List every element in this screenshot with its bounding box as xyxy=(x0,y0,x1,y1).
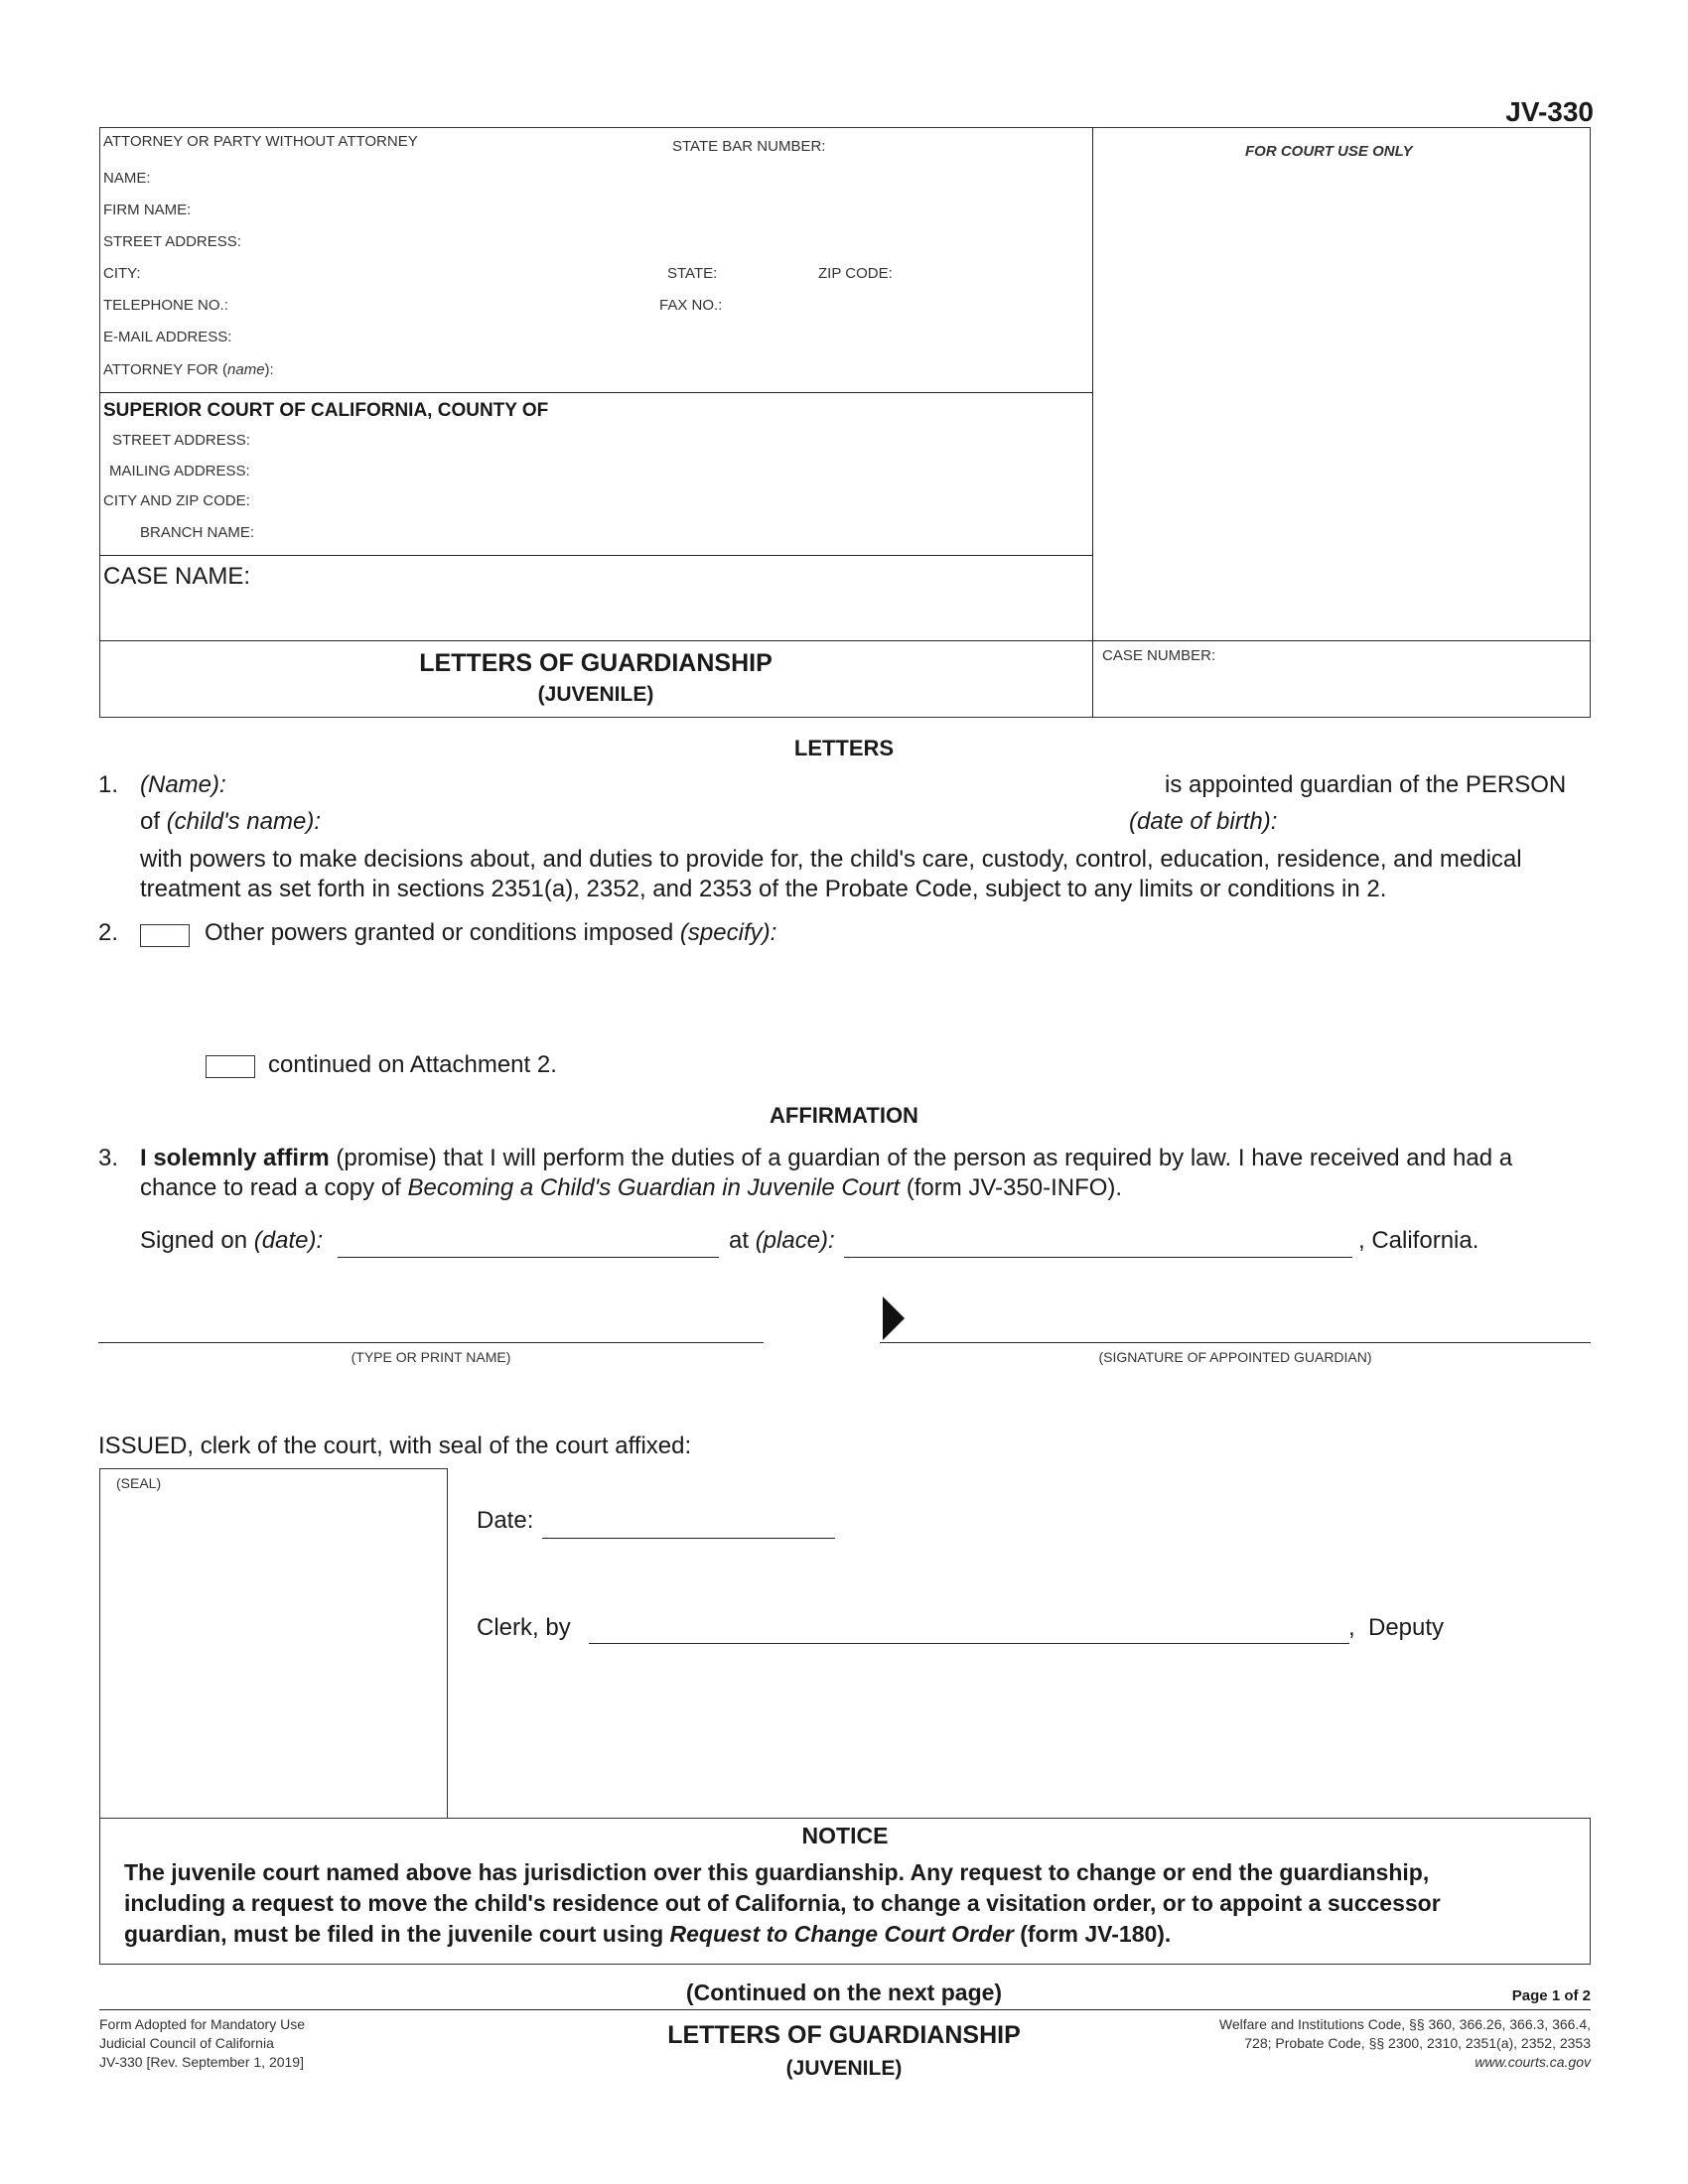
fax-label[interactable]: FAX NO.: xyxy=(659,297,723,314)
footer-rule xyxy=(99,2009,1591,2010)
issued-date-label: Date: xyxy=(477,1507,534,1534)
city-zip-label[interactable]: CITY AND ZIP CODE: xyxy=(103,492,250,509)
notice-line2: including a request to move the child's residence out of California, to change a visitation order, or to appoint a successor xyxy=(124,1890,1441,1916)
affirmation-heading: AFFIRMATION xyxy=(770,1103,918,1128)
notice-line1: The juvenile court named above has jurisdiction over this guardianship. Any request to change or end the guardianship, xyxy=(124,1859,1430,1885)
notice-line3 xyxy=(124,1921,1171,1948)
footer-left-2: Judicial Council of California xyxy=(99,2035,274,2051)
item1-dob-label[interactable]: (date of birth): xyxy=(1129,808,1278,835)
item1-child[interactable] xyxy=(140,808,321,836)
street-label[interactable]: STREET ADDRESS: xyxy=(103,233,241,250)
item1-num: 1. xyxy=(98,771,119,798)
footer-right-2: 728; Probate Code, §§ 2300, 2310, 2351(a), 2352, 2353 xyxy=(1244,2035,1591,2051)
form-title: LETTERS OF GUARDIANSHIP xyxy=(419,649,773,677)
item1-text-line2: treatment as set forth in sections 2351(a), 2352, and 2353 of the Probate Code, subject to any limits or conditions in 2. xyxy=(140,876,1387,902)
guardian-signature-field[interactable] xyxy=(880,1342,1591,1343)
court-section-divider xyxy=(99,392,1092,393)
issued-date-field[interactable] xyxy=(542,1538,835,1539)
header-box xyxy=(99,127,1591,718)
print-name-field[interactable] xyxy=(98,1342,764,1343)
signed-place-field[interactable] xyxy=(844,1257,1352,1258)
header-divider xyxy=(1092,127,1093,718)
seal-box xyxy=(99,1468,448,1819)
footer-left-3: JV-330 [Rev. September 1, 2019] xyxy=(99,2054,304,2070)
case-name-label[interactable]: CASE NAME: xyxy=(103,563,251,590)
item2-specify: (specify): xyxy=(679,919,777,946)
footer-title: LETTERS OF GUARDIANSHIP xyxy=(667,2021,1021,2049)
court-use-label: FOR COURT USE ONLY xyxy=(1245,143,1413,160)
signed-date-label: (date): xyxy=(253,1227,324,1254)
notice-line3b: (form JV-180). xyxy=(1013,1921,1172,1947)
item2-checkbox[interactable] xyxy=(140,924,190,947)
issued-text: ISSUED, clerk of the court, with seal of the court affixed: xyxy=(98,1433,692,1459)
deputy-label: , Deputy xyxy=(1348,1614,1445,1641)
case-number-label[interactable]: CASE NUMBER: xyxy=(1102,647,1216,664)
item3-line2 xyxy=(140,1174,1122,1202)
item1-appointed: is appointed guardian of the PERSON xyxy=(1165,771,1567,798)
title-divider xyxy=(99,640,1591,641)
item3-num: 3. xyxy=(98,1145,119,1171)
item1-child-label: (child's name): xyxy=(166,808,321,835)
state-bar-label: STATE BAR NUMBER: xyxy=(672,138,826,155)
city-label[interactable]: CITY: xyxy=(103,265,141,282)
item3-text1: (promise) that I will perform the duties of a guardian of the person as required by law. I have received and had a xyxy=(329,1145,1513,1171)
item3-line1 xyxy=(140,1145,1512,1172)
notice-heading: NOTICE xyxy=(801,1823,889,1848)
at-text: at xyxy=(729,1227,756,1254)
court-street-label[interactable]: STREET ADDRESS: xyxy=(112,432,250,449)
clerk-label: Clerk, by xyxy=(477,1614,571,1641)
item1-name-label[interactable]: (Name): xyxy=(140,771,226,798)
signed-on-text: Signed on xyxy=(140,1227,254,1254)
letters-heading: LETTERS xyxy=(793,736,895,760)
footer-subtitle: (JUVENILE) xyxy=(785,2057,903,2080)
jv350-info-title: Becoming a Child's Guardian in Juvenile Court xyxy=(407,1174,901,1201)
page-number: Page 1 of 2 xyxy=(1511,1987,1591,2004)
notice-line3a: guardian, must be filed in the juvenile court using xyxy=(124,1921,670,1947)
place-label: (place): xyxy=(755,1227,835,1254)
attorney-for-text: ATTORNEY FOR ( xyxy=(103,361,228,378)
signed-on-label xyxy=(140,1227,323,1255)
item3-text2a: chance to read a copy of xyxy=(140,1174,408,1201)
signature-caption: (SIGNATURE OF APPOINTED GUARDIAN) xyxy=(1098,1349,1372,1365)
footer-right-1: Welfare and Institutions Code, §§ 360, 366.26, 366.3, 366.4, xyxy=(1218,2016,1591,2032)
item2-label: Other powers granted or conditions imposed xyxy=(205,919,680,946)
clerk-signature-field[interactable] xyxy=(589,1643,1349,1644)
email-label[interactable]: E-MAIL ADDRESS: xyxy=(103,329,232,345)
item1-text-line1: with powers to make decisions about, and duties to provide for, the child's care, custody, control, education, residence, and medical xyxy=(140,846,1522,873)
mailing-label[interactable]: MAILING ADDRESS: xyxy=(109,463,250,479)
attorney-label: ATTORNEY OR PARTY WITHOUT ATTORNEY xyxy=(103,133,418,150)
signed-date-field[interactable] xyxy=(338,1257,719,1258)
courts-website-link[interactable]: www.courts.ca.gov xyxy=(1475,2054,1591,2070)
attorney-for-name: name xyxy=(227,361,265,378)
signature-arrow-icon xyxy=(883,1297,905,1340)
state-label[interactable]: STATE: xyxy=(667,265,718,282)
item2-num: 2. xyxy=(98,919,119,946)
attachment2-checkbox[interactable] xyxy=(206,1055,255,1078)
continued-text: continued on Attachment 2. xyxy=(268,1051,557,1078)
firm-label[interactable]: FIRM NAME: xyxy=(103,202,192,218)
item3-text2b: (form JV-350-INFO). xyxy=(900,1174,1123,1201)
item3-bold: I solemnly affirm xyxy=(140,1145,330,1171)
court-title: SUPERIOR COURT OF CALIFORNIA, COUNTY OF xyxy=(103,400,549,421)
zip-label[interactable]: ZIP CODE: xyxy=(818,265,893,282)
branch-label[interactable]: BRANCH NAME: xyxy=(140,524,255,541)
item1-of: of xyxy=(140,808,167,835)
seal-label: (SEAL) xyxy=(116,1475,162,1491)
item2-text xyxy=(205,919,776,947)
continued-next-page: (Continued on the next page) xyxy=(685,1979,1003,2005)
footer-left-1: Form Adopted for Mandatory Use xyxy=(99,2016,305,2032)
attorney-for-end: ): xyxy=(264,361,274,378)
california-text: , California. xyxy=(1358,1227,1479,1254)
at-place-label xyxy=(729,1227,835,1255)
jv180-title: Request to Change Court Order xyxy=(669,1921,1014,1947)
print-name-caption: (TYPE OR PRINT NAME) xyxy=(351,1349,511,1365)
name-label[interactable]: NAME: xyxy=(103,170,151,187)
phone-label[interactable]: TELEPHONE NO.: xyxy=(103,297,228,314)
form-code: JV-330 xyxy=(1505,96,1594,127)
case-name-divider xyxy=(99,555,1092,556)
attorney-for-label[interactable] xyxy=(103,361,274,378)
form-subtitle: (JUVENILE) xyxy=(537,683,654,706)
